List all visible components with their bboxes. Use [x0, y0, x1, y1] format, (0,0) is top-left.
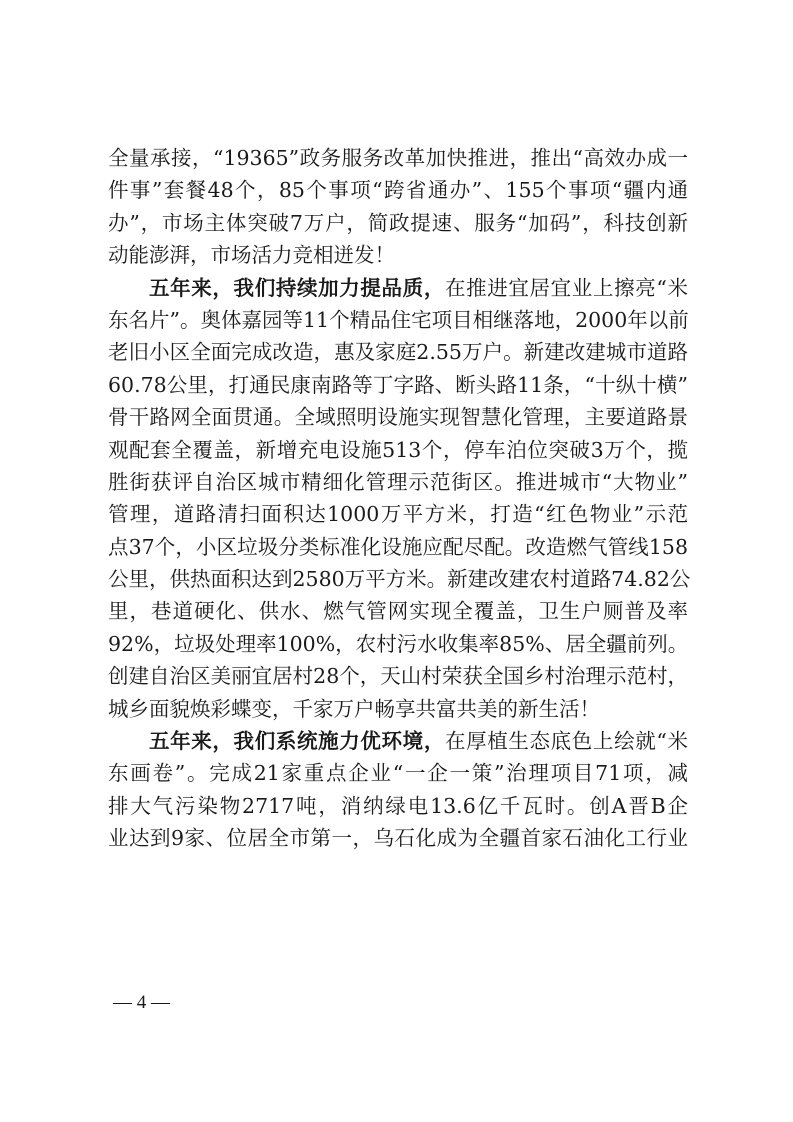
paragraph-lead: 五年来，我们持续加力提品质， [149, 275, 445, 300]
text-line: 老旧小区全面完成改造，惠及家庭2.55万户。新建改建城市道路 [108, 340, 688, 365]
text-line: 动能澎湃，市场活力竞相迸发！ [108, 243, 395, 268]
text-line: 骨干路网全面贯通。全域照明设施实现智慧化管理，主要道路景 [108, 405, 688, 430]
paragraph-2 [108, 272, 691, 725]
text-line [108, 725, 688, 757]
text-line: 东画卷”。完成21家重点企业“一企一策”治理项目71项，减 [108, 761, 688, 786]
text-line: 60.78公里，打通民康南路等丁字路、断头路11条，“十纵十横” [108, 372, 688, 397]
text-line: 办”，市场主体突破7万户，简政提速、服务“加码”，科技创新 [108, 210, 688, 235]
document-body [108, 142, 691, 855]
paragraph-3 [108, 725, 688, 855]
text-line-rest: 在推进宜居宜业上擦亮“米 [444, 275, 688, 300]
text-line: 胜街获评自治区城市精细化管理示范街区。推进城市“大物业” [108, 469, 688, 494]
text-line: 92%，垃圾处理率100%，农村污水收集率85%、居全疆前列。 [108, 631, 689, 656]
paragraph-lead: 五年来，我们系统施力优环境， [149, 729, 445, 754]
text-line: 东名片”。奥体嘉园等11个精品住宅项目相继落地，2000年以前 [108, 307, 689, 332]
page-number: — 4 — [113, 992, 170, 1013]
text-line-rest: 在厚植生态底色上绘就“米 [444, 729, 688, 754]
text-line: 城乡面貌焕彩蝶变，千家万户畅享共富共美的新生活！ [108, 696, 600, 721]
text-line: 管理，道路清扫面积达1000万平方米，打造“红色物业”示范 [108, 502, 688, 527]
text-line: 件事”套餐48个，85个事项“跨省通办”、155个事项“疆内通 [108, 178, 689, 203]
text-line: 创建自治区美丽宜居村28个，天山村荣获全国乡村治理示范村， [108, 664, 688, 689]
text-line: 排大气污染物2717吨，消纳绿电13.6亿千瓦时。创A晋B企 [108, 793, 688, 818]
text-line: 业达到9家、位居全市第一，乌石化成为全疆首家石油化工行业 [108, 826, 688, 851]
text-line: 全量承接，“19365”政务服务改革加快推进，推出“高效办成一 [108, 146, 688, 170]
text-line: 里，巷道硬化、供水、燃气管网实现全覆盖，卫生户厕普及率 [108, 599, 688, 624]
text-line: 点37个，小区垃圾分类标准化设施应配尽配。改造燃气管线158 [108, 534, 688, 559]
text-line: 公里，供热面积达到2580万平方米。新建改建农村道路74.82公 [108, 567, 691, 592]
text-line [108, 272, 688, 304]
text-line: 观配套全覆盖，新增充电设施513个，停车泊位突破3万个，揽 [108, 437, 688, 462]
paragraph-1 [108, 142, 688, 272]
